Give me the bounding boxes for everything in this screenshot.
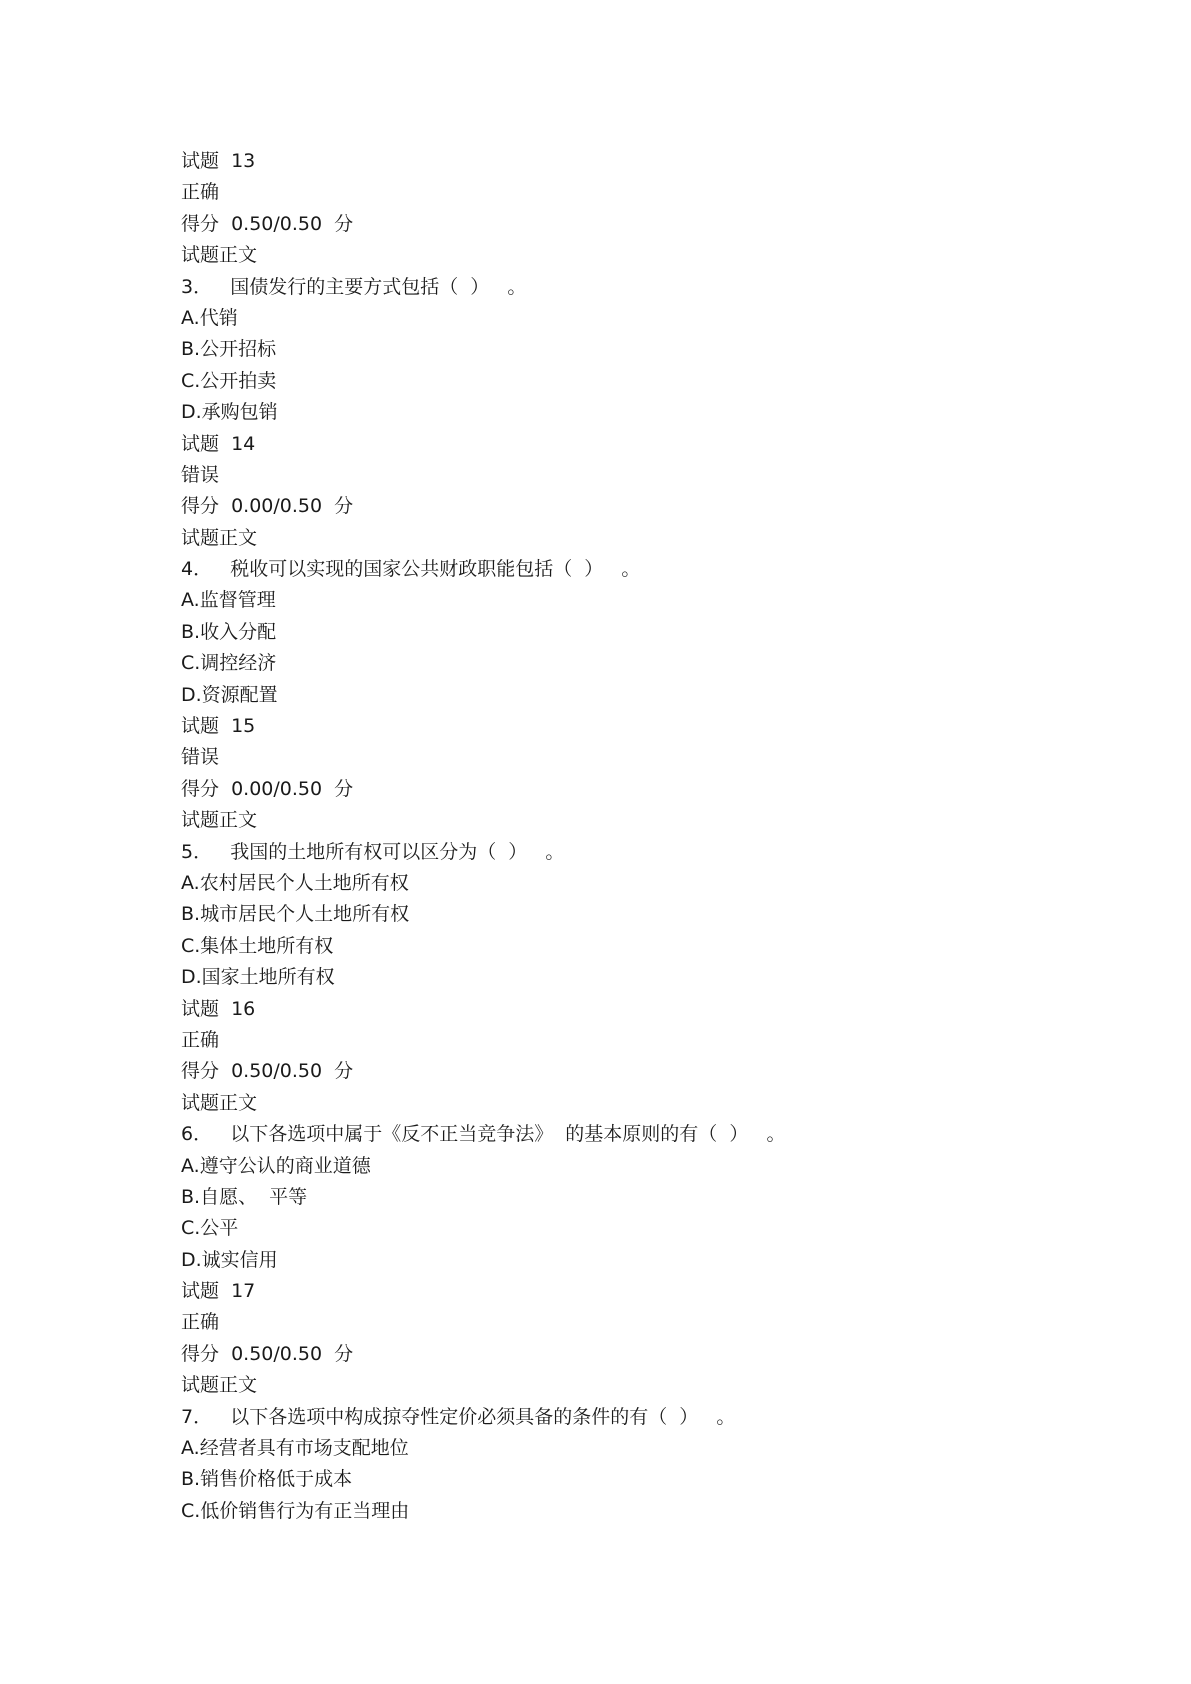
option-b: B.收入分配 (181, 620, 277, 643)
option-b: B.公开招标 (181, 338, 277, 361)
option-c: C.公开拍卖 (181, 369, 277, 392)
question-stem: 4． 税收可以实现的国家公共财政职能包括（ ） 。 (181, 558, 641, 581)
question-header: 试题 17 (181, 1280, 256, 1303)
option-a: A.经营者具有市场支配地位 (181, 1437, 409, 1460)
option-b: B.城市居民个人土地所有权 (181, 903, 410, 926)
question-body-label: 试题正文 (181, 809, 258, 832)
option-a: A.代销 (181, 306, 238, 329)
option-c: C.公平 (181, 1217, 239, 1240)
question-block (181, 146, 1081, 429)
question-body-label: 试题正文 (181, 1374, 258, 1397)
option-c: C.调控经济 (181, 652, 277, 675)
question-score: 得分 0.50/0.50 分 (181, 1342, 354, 1365)
option-a: A.农村居民个人土地所有权 (181, 871, 409, 894)
question-body-label: 试题正文 (181, 244, 258, 267)
question-header: 试题 15 (181, 715, 256, 738)
question-body-label: 试题正文 (181, 526, 258, 549)
question-header: 试题 13 (181, 150, 256, 172)
option-b: B.自愿、 平等 (181, 1185, 308, 1208)
question-stem: 3． 国债发行的主要方式包括（ ） 。 (181, 275, 527, 298)
option-d: D.国家土地所有权 (181, 966, 335, 989)
question-header: 试题 14 (181, 432, 256, 455)
question-score: 得分 0.00/0.50 分 (181, 495, 354, 518)
question-stem: 6． 以下各选项中属于《反不正当竞争法》 的基本原则的有（ ） 。 (181, 1123, 786, 1146)
option-c: C.集体土地所有权 (181, 934, 334, 957)
question-score: 得分 0.50/0.50 分 (181, 212, 354, 235)
question-status: 正确 (181, 181, 220, 204)
question-stem: 7． 以下各选项中构成掠夺性定价必须具备的条件的有（ ） 。 (181, 1405, 736, 1428)
document-page (181, 146, 1081, 1527)
option-a: A.遵守公认的商业道德 (181, 1154, 371, 1177)
option-d: D.诚实信用 (181, 1248, 278, 1271)
option-d: D.承购包销 (181, 401, 278, 424)
question-status: 错误 (181, 746, 220, 769)
question-score: 得分 0.50/0.50 分 (181, 1060, 354, 1083)
question-stem: 5． 我国的土地所有权可以区分为（ ） 。 (181, 840, 565, 863)
option-d: D.资源配置 (181, 683, 278, 706)
question-block (181, 429, 1081, 712)
question-body-label: 试题正文 (181, 1091, 258, 1114)
question-block (181, 1276, 1081, 1527)
option-b: B.销售价格低于成本 (181, 1468, 353, 1491)
option-a: A.监督管理 (181, 589, 276, 612)
question-status: 正确 (181, 1028, 220, 1051)
question-block (181, 711, 1081, 994)
question-score: 得分 0.00/0.50 分 (181, 777, 354, 800)
question-status: 正确 (181, 1311, 220, 1334)
option-c: C.低价销售行为有正当理由 (181, 1499, 410, 1522)
question-block (181, 994, 1081, 1277)
question-header: 试题 16 (181, 997, 256, 1020)
question-status: 错误 (181, 463, 220, 486)
